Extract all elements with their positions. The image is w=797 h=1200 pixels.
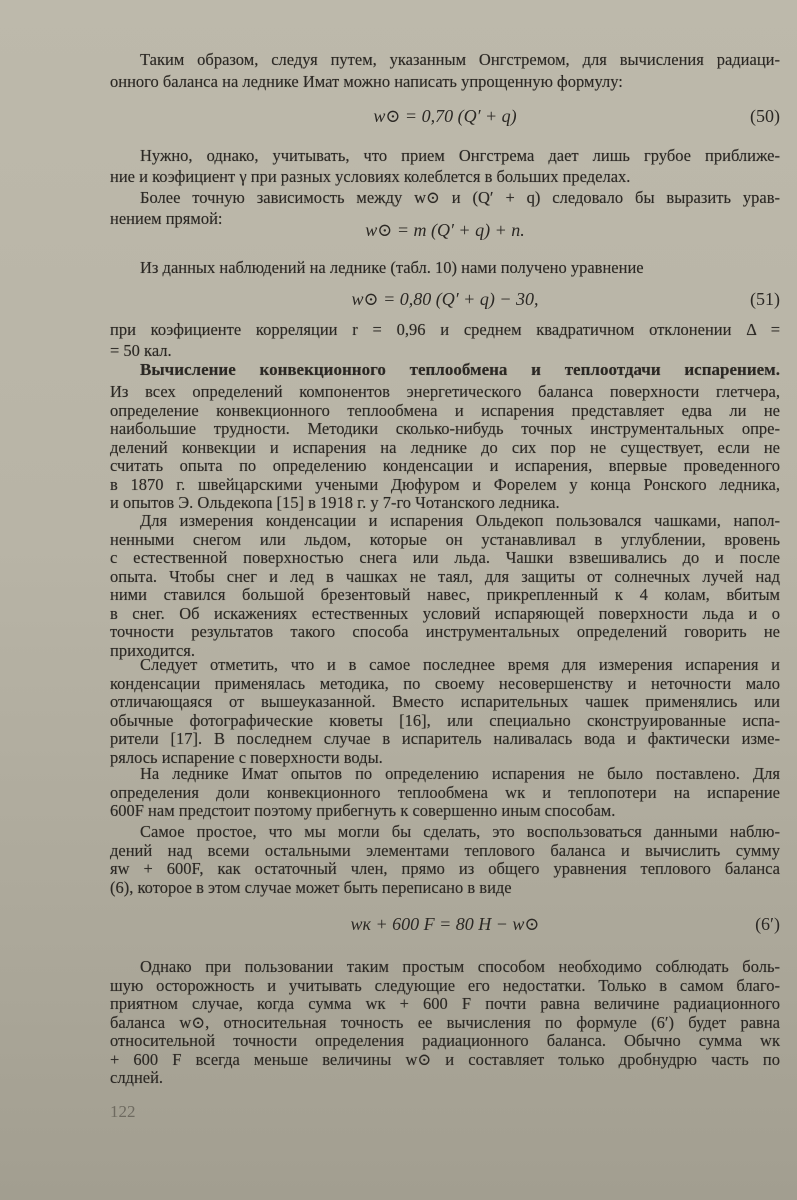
text-line: онного баланса на леднике Имат можно написать упрощенную формулу: xyxy=(110,72,623,91)
text-line: На леднике Имат опытов по определению испарения не было поставлено. Для xyxy=(140,764,780,783)
equation xyxy=(110,220,780,242)
text-line: рители [17]. В последнем случае в испаритель наливалась вода и фактически изме- xyxy=(110,729,780,748)
paragraph xyxy=(110,656,780,767)
text-line: и опытов Э. Ольдекопа [15] в 1918 г. у 7-го Чотанского ледника. xyxy=(110,493,560,512)
text-line: в 1870 г. швейцарскими учеными Дюфуром и Форелем у конца Ронского ледника, xyxy=(110,474,780,494)
paragraph xyxy=(110,49,780,93)
page-number: 122 xyxy=(110,1102,136,1121)
text-line: баланса w⊙, относительная точность ее вычисления по формуле (6′) будет равна xyxy=(110,1012,780,1032)
paragraph xyxy=(110,257,780,279)
paragraph xyxy=(110,512,780,660)
text-line: опыта. Чтобы снег и лед в чашках не таял, для защиты от солнечных лучей над xyxy=(110,566,780,586)
text-line: = 50 кал. xyxy=(110,340,172,360)
text-line: относительной точности определения радиационного баланса. Обычно сумма wк xyxy=(110,1031,780,1050)
text-line: конденсации применялась методика, по своему несовершенству и неточности мало xyxy=(110,673,780,693)
text-line: Самое простое, что мы могли бы сделать, это воспользоваться данными наблю- xyxy=(140,822,780,841)
text-line: приходится. xyxy=(110,640,195,660)
text-line: делений конвекции и испарения на леднике до сих пор не существует, если не xyxy=(110,437,780,457)
text-line: Из всех определений компонентов энергетического баланса поверхности глетчера, xyxy=(110,382,780,401)
text-line: 600F нам предстоит поэтому прибегнуть к совершенно иным способам. xyxy=(110,801,616,820)
text-line: ненными снегом или льдом, которые он устанавливал в углублении, вровень xyxy=(110,529,780,549)
equation-formula: w⊙ = m (Q′ + q) + n. xyxy=(365,220,525,240)
text-line: с естественной поверхностью снега или льда. Чашки взвешивались до и после xyxy=(110,548,780,567)
paragraph xyxy=(110,145,780,187)
equation-number: (50) xyxy=(750,106,780,126)
equation-formula: wк + 600 F = 80 H − w⊙ xyxy=(350,914,540,934)
text-line: точности результатов такого способа инструментальных определений говорить не xyxy=(110,622,780,641)
text-line: обычные фотографические кюветы [16], или специально сконструированные испа- xyxy=(110,710,780,730)
text-line: ние и коэфициент γ при разных условиях колеблется в больших пределах. xyxy=(110,166,631,186)
equation-formula: w⊙ = 0,70 (Q′ + q) xyxy=(373,106,517,126)
text-line: нением прямой: xyxy=(110,208,223,228)
text-line: рялось испарение с поверхности воды. xyxy=(110,747,383,767)
text-line: определения доли конвекционного теплообмена wк и теплопотери на испарение xyxy=(110,782,780,802)
section-heading xyxy=(110,359,780,381)
text-line: в снег. Об искажениях естественных условий испаряющей поверхности льда и о xyxy=(110,603,780,623)
paragraph xyxy=(110,823,780,897)
paragraph xyxy=(110,958,780,1088)
paragraph xyxy=(110,319,780,361)
equation xyxy=(110,289,780,311)
text-line: + 600 F всегда меньше величины w⊙ и составляет только дробнудрю часть по xyxy=(110,1049,780,1069)
paragraph xyxy=(110,765,780,821)
text-line: Из данных наблюдений на леднике (табл. 10) нами получено уравнение xyxy=(140,258,644,277)
paragraph xyxy=(110,383,780,513)
text-line: приятном случае, когда сумма wк + 600 F почти равна величине радиационного xyxy=(110,994,780,1013)
text-line: Вычисление конвекционного теплообмена и теплоотдачи испарением. xyxy=(140,360,780,379)
text-line: отличающаяся от вышеуказанной. Вместо испарительных чашек применялись или xyxy=(110,692,780,711)
text-line: Более точную зависимость между w⊙ и (Q′ + q) следовало бы выразить урав- xyxy=(140,187,780,207)
text-line: (6), которое в этом случае может быть переписано в виде xyxy=(110,877,512,897)
text-line: Для измерения конденсации и испарения Ольдекоп пользовался чашками, напол- xyxy=(140,511,780,530)
text-line: шую осторожность и учитывать следующие его недостатки. Только в самом благо- xyxy=(110,975,780,995)
text-line: считать опыта по определению конденсации и испарения, впервые проведенного xyxy=(110,456,780,475)
equation-number: (51) xyxy=(750,289,780,309)
text-line: Следует отметить, что и в самое последнее время для измерения испарения и xyxy=(140,655,780,674)
equation-number: (6′) xyxy=(755,914,780,934)
text-line: наибольшие трудности. Методики сколько-нибудь точных инструментальных опре- xyxy=(110,419,780,438)
equation xyxy=(110,914,780,936)
text-line: яw + 600F, как остаточный член, прямо из общего уравнения теплового баланса xyxy=(110,859,780,878)
equation-formula: w⊙ = 0,80 (Q′ + q) − 30, xyxy=(351,289,539,309)
text-line: слдней. xyxy=(110,1068,164,1087)
equation xyxy=(110,106,780,128)
text-line: при коэфициенте корреляции r = 0,96 и среднем квадратичном отклонении Δ = xyxy=(110,319,780,339)
text-line: Таким образом, следуя путем, указанным Онгстремом, для вычисления радиаци- xyxy=(140,50,780,69)
text-line: дений над всеми остальными элементами теплового баланса и вычислить сумму xyxy=(110,840,780,860)
text-line: Нужно, однако, учитывать, что прием Онгстрема дает лишь грубое приближе- xyxy=(140,145,780,165)
text-line: определение конвекционного теплообмена и испарения представляет едва ли не xyxy=(110,400,780,420)
text-line: Однако при пользовании таким простым способом необходимо соблюдать боль- xyxy=(140,957,780,976)
text-line: ними ставился большой брезентовый навес, прикрепленный к 4 колам, вбитым xyxy=(110,585,780,604)
